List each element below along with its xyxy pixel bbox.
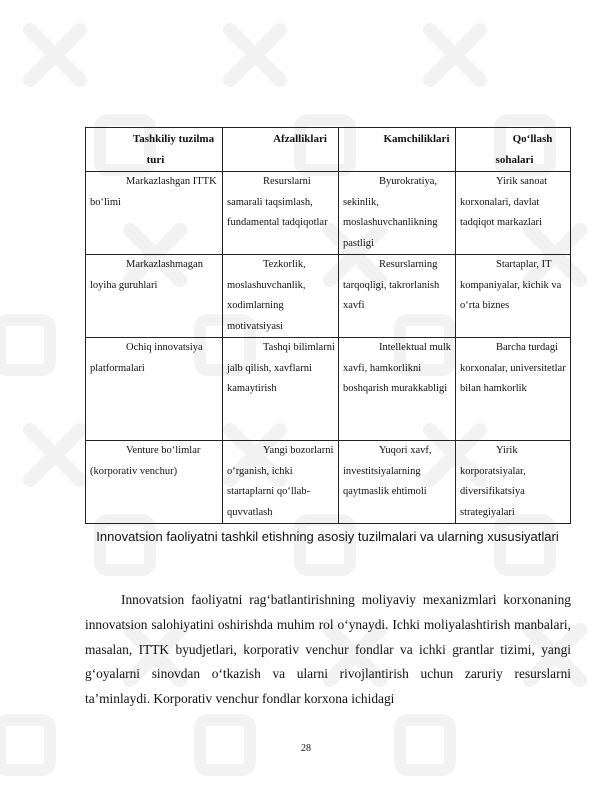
table-cell: Markazlashmagan loyiha guruhlari (86, 255, 223, 338)
table-cell: Startaplar, IT kompaniyalar, kichik va o‘rta biznes (456, 255, 571, 338)
table-cell: Byurokratiya, sekinlik, moslashuvchanlikning pastligi (339, 172, 456, 255)
table-cell: Intellektual mulk xavfi, hamkorlikni boshqarish murakkabligi (339, 338, 456, 441)
header-application-areas: Qo‘llash sohalari (456, 128, 571, 172)
table-header-row (86, 128, 571, 172)
header-structure-type: Tashkiliy tuzilma turi (86, 128, 223, 172)
page-number: 28 (301, 743, 311, 754)
header-disadvantages: Kamchiliklari (339, 128, 456, 172)
table-cell: Venture bo‘limlar (korporativ venchur) (86, 441, 223, 524)
structures-table (85, 127, 571, 524)
table-caption: Innovatsion faoliyatni tashkil etishning asosiy tuzilmalari va ularning xususiyatlari (96, 529, 559, 544)
table-cell: Markazlashgan ITTK bo‘limi (86, 172, 223, 255)
table-cell: Barcha turdagi korxonalar, universitetlar bilan hamkorlik (456, 338, 571, 441)
table-row (86, 338, 571, 441)
header-advantages: Afzalliklari (223, 128, 339, 172)
table-cell: Resurslarning tarqoqligi, takrorlanish xavfi (339, 255, 456, 338)
table-row (86, 255, 571, 338)
table-row (86, 172, 571, 255)
table-cell: Tezkorlik, moslashuvchanlik, xodimlarning motivatsiyasi (223, 255, 339, 338)
table-cell: Yangi bozorlarni o‘rganish, ichki startaplarni qo‘llab-quvvatlash (223, 441, 339, 524)
table-cell: Yirik sanoat korxonalari, davlat tadqiqot markazlari (456, 172, 571, 255)
table-row (86, 441, 571, 524)
table-cell: Yuqori xavf, investitsiyalarning qaytmaslik ehtimoli (339, 441, 456, 524)
table-cell: Yirik korporatsiyalar, diversifikatsiya strategiyalari (456, 441, 571, 524)
table-cell: Tashqi bilimlarni jalb qilish, xavflarni kamaytirish (223, 338, 339, 441)
table-cell: Resurslarni samarali taqsimlash, fundamental tadqiqotlar (223, 172, 339, 255)
body-paragraph: Innovatsion faoliyatni rag‘batlantirishning moliyaviy mexanizmlari korxonaning innovatsion salohiyatini oshirishda muhim rol o‘ynaydi. Ichki moliyalashtirish manbalari, masalan, ITTK byudjetlari, korporativ venchur fondlar va ichki grantlar tizimi, yangi g‘oyalarni sinovdan o‘tkazish va ularni rivojlantirish uchun zaruriy resurslarni ta’minlaydi. Korporativ venchur fondlar korxona ichidagi (85, 592, 571, 707)
table-cell: Ochiq innovatsiya platformalari (86, 338, 223, 441)
